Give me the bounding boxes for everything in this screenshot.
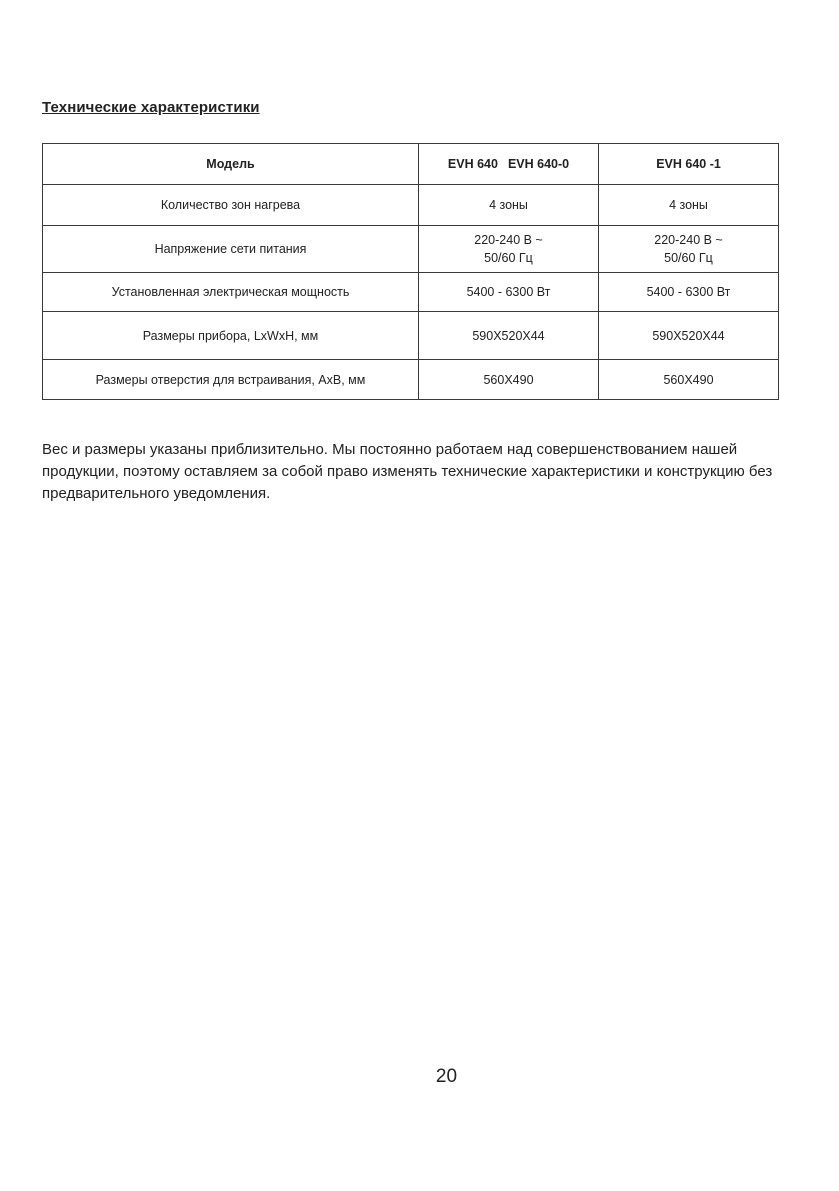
row-value: 560X490 xyxy=(419,360,599,400)
row-value-cell xyxy=(419,226,599,273)
header-model-a: EVH 640 xyxy=(447,157,498,171)
table-row xyxy=(43,273,779,312)
row-label: Размеры прибора, LxWxH, мм xyxy=(43,312,419,360)
row-value: 590X520X44 xyxy=(419,312,599,360)
table-row xyxy=(43,226,779,273)
row-value: 590X520X44 xyxy=(599,312,779,360)
spec-table xyxy=(42,143,779,400)
row-value: 5400 - 6300 Вт xyxy=(419,273,599,312)
row-label: Напряжение сети питания xyxy=(43,226,419,273)
row-label: Установленная электрическая мощность xyxy=(43,273,419,312)
table-row xyxy=(43,185,779,226)
row-value-line: 50/60 Гц xyxy=(484,251,533,265)
disclaimer-note: Вес и размеры указаны приблизительно. Мы постоянно работаем над совершенствованием нашей продукции, поэтому оставляем за собой право изменять технические характеристики и конструкцию без предварительного уведомления. xyxy=(42,441,773,502)
row-value: 5400 - 6300 Вт xyxy=(599,273,779,312)
row-value-line: 220-240 В ~ xyxy=(654,233,723,247)
table-row xyxy=(43,360,779,400)
page-title: Технические характеристики xyxy=(42,99,260,116)
header-model-b: EVH 640-0 xyxy=(507,157,570,171)
row-value: 560X490 xyxy=(599,360,779,400)
header-model-c: EVH 640 -1 xyxy=(599,144,779,185)
row-value: 4 зоны xyxy=(419,185,599,226)
row-label: Размеры отверстия для встраивания, AxB, мм xyxy=(43,360,419,400)
table-row xyxy=(43,312,779,360)
header-model-label: Модель xyxy=(43,144,419,185)
row-value-line: 220-240 В ~ xyxy=(474,233,543,247)
header-models-cell xyxy=(419,144,599,185)
row-value-cell xyxy=(599,226,779,273)
table-header-row xyxy=(43,144,779,185)
row-label: Количество зон нагрева xyxy=(43,185,419,226)
page-number: 20 xyxy=(435,1066,458,1087)
row-value-line: 50/60 Гц xyxy=(664,251,713,265)
row-value: 4 зоны xyxy=(599,185,779,226)
